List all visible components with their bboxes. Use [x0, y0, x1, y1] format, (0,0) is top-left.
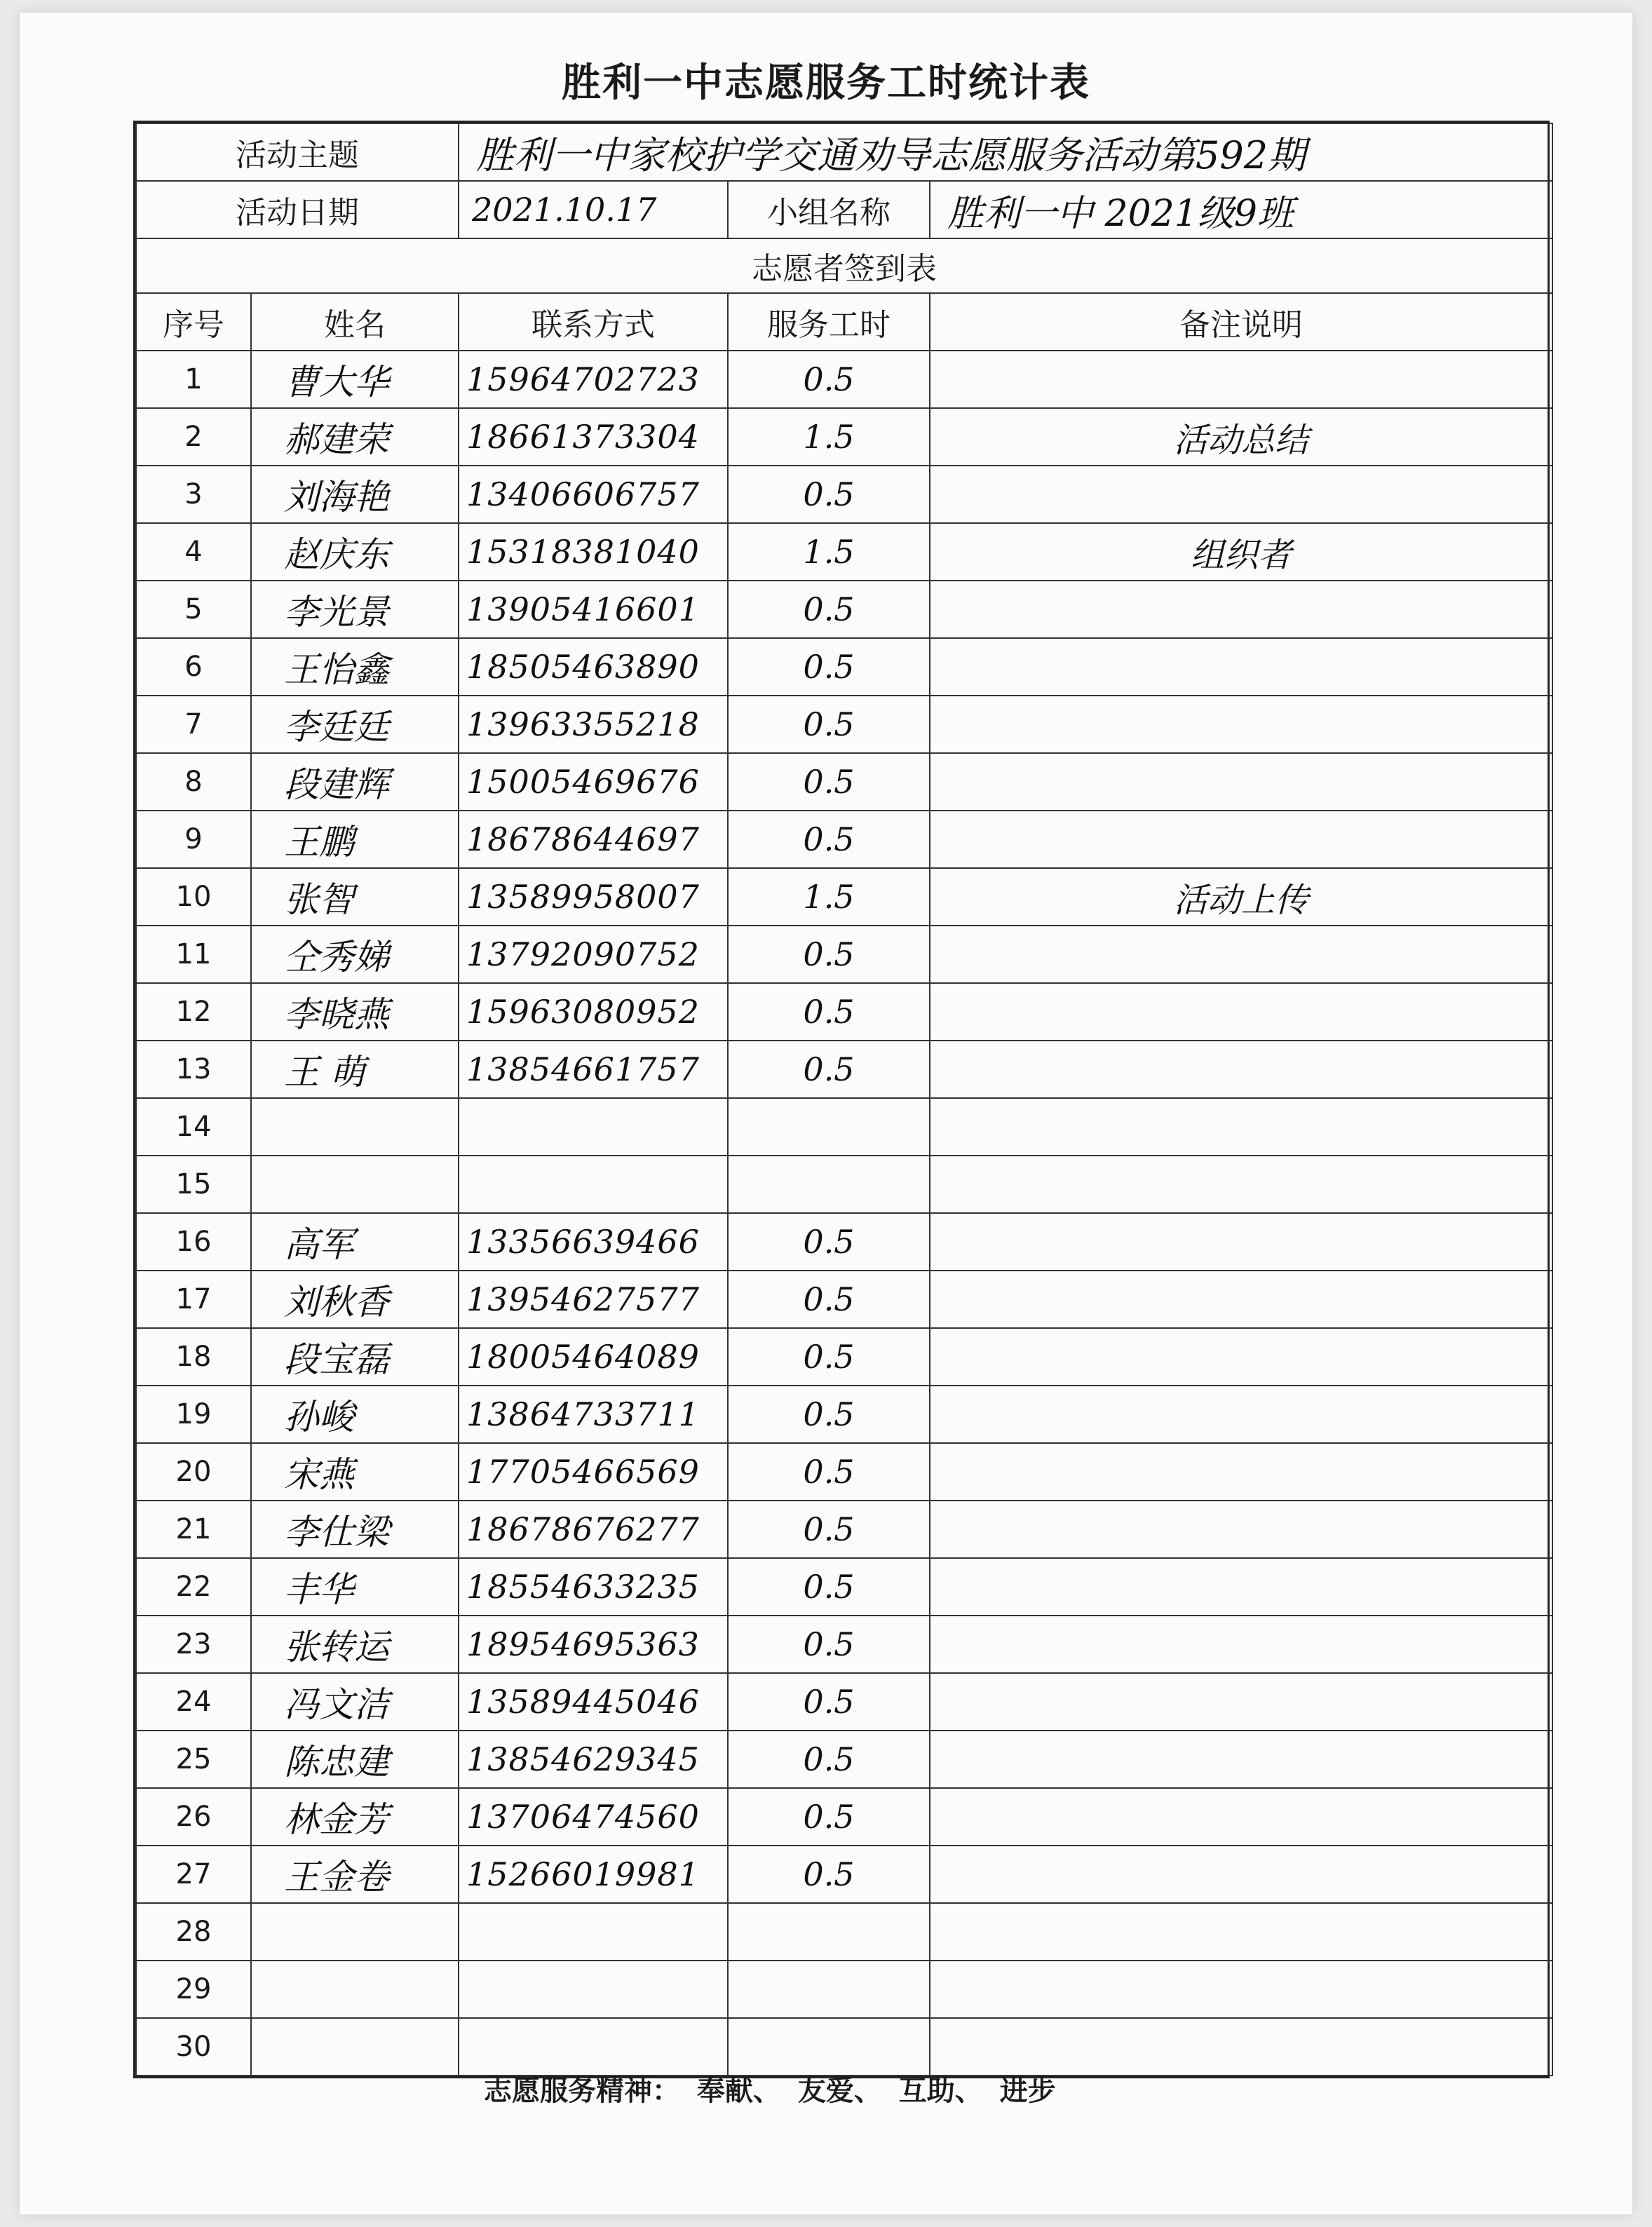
contact-phone: 18005464089 [459, 1328, 728, 1386]
volunteer-name: 冯文洁 [251, 1673, 459, 1731]
volunteer-name: 宋燕 [251, 1443, 459, 1501]
volunteer-name: 王怡鑫 [251, 638, 459, 696]
service-hours: 0.5 [728, 1386, 930, 1443]
table-row [136, 1788, 1552, 1846]
volunteer-name: 孙峻 [251, 1386, 459, 1443]
row-number: 8 [136, 753, 251, 811]
row-number: 22 [136, 1558, 251, 1616]
column-header-seq: 序号 [136, 293, 251, 351]
contact-phone: 13792090752 [459, 926, 728, 983]
topic-value: 胜利一中家校护学交通劝导志愿服务活动第592期 [459, 123, 1552, 181]
volunteer-name [251, 1961, 459, 2018]
row-number: 7 [136, 696, 251, 753]
column-header-name: 姓名 [251, 293, 459, 351]
service-hours: 0.5 [728, 1443, 930, 1501]
contact-phone: 13854629345 [459, 1731, 728, 1788]
contact-phone: 13589958007 [459, 868, 728, 926]
table-row [136, 868, 1552, 926]
service-hours: 0.5 [728, 983, 930, 1041]
service-hours: 0.5 [728, 1328, 930, 1386]
table-row [136, 581, 1552, 638]
contact-phone: 17705466569 [459, 1443, 728, 1501]
row-number: 19 [136, 1386, 251, 1443]
remark [930, 1673, 1552, 1731]
remark [930, 1213, 1552, 1271]
remark: 活动上传 [930, 868, 1552, 926]
service-hours [728, 1903, 930, 1961]
volunteer-name: 陈忠建 [251, 1731, 459, 1788]
table-row [136, 1041, 1552, 1098]
service-hours: 0.5 [728, 1213, 930, 1271]
contact-phone: 13963355218 [459, 696, 728, 753]
volunteer-name: 段建辉 [251, 753, 459, 811]
volunteer-name: 林金芳 [251, 1788, 459, 1846]
remark [930, 351, 1552, 408]
topic-label: 活动主题 [136, 123, 459, 181]
volunteer-name: 高军 [251, 1213, 459, 1271]
contact-phone: 13954627577 [459, 1271, 728, 1328]
service-hours [728, 1098, 930, 1156]
contact-phone: 18678644697 [459, 811, 728, 868]
contact-phone: 18661373304 [459, 408, 728, 466]
contact-phone: 18954695363 [459, 1616, 728, 1673]
contact-phone: 13356639466 [459, 1213, 728, 1271]
volunteer-name [251, 1903, 459, 1961]
row-number: 6 [136, 638, 251, 696]
remark [930, 1271, 1552, 1328]
remark [930, 1616, 1552, 1673]
row-number: 27 [136, 1846, 251, 1903]
remark [930, 753, 1552, 811]
remark [930, 638, 1552, 696]
row-number: 5 [136, 581, 251, 638]
contact-phone: 13406606757 [459, 466, 728, 523]
service-hours: 0.5 [728, 1271, 930, 1328]
table-row [136, 1558, 1552, 1616]
volunteer-name: 郝建荣 [251, 408, 459, 466]
service-hours: 0.5 [728, 1673, 930, 1731]
remark [930, 926, 1552, 983]
table-row [136, 523, 1552, 581]
table-row [136, 638, 1552, 696]
remark: 活动总结 [930, 408, 1552, 466]
service-hours: 1.5 [728, 523, 930, 581]
row-number: 28 [136, 1903, 251, 1961]
remark [930, 1443, 1552, 1501]
remark [930, 1501, 1552, 1558]
row-number: 2 [136, 408, 251, 466]
remark [930, 2018, 1552, 2076]
table-row [136, 1731, 1552, 1788]
contact-phone: 13706474560 [459, 1788, 728, 1846]
table-row [136, 1271, 1552, 1328]
table-row [136, 1961, 1552, 2018]
volunteer-name [251, 1098, 459, 1156]
service-hours: 0.5 [728, 753, 930, 811]
volunteer-name: 刘海艳 [251, 466, 459, 523]
table-row [136, 466, 1552, 523]
date-group-row [136, 181, 1552, 238]
service-hours: 0.5 [728, 1501, 930, 1558]
contact-phone: 15318381040 [459, 523, 728, 581]
volunteer-name: 仝秀娣 [251, 926, 459, 983]
remark [930, 811, 1552, 868]
section-title: 志愿者签到表 [136, 238, 1552, 293]
volunteer-name: 李晓燕 [251, 983, 459, 1041]
service-hours: 0.5 [728, 351, 930, 408]
contact-phone [459, 1098, 728, 1156]
table-row [136, 1501, 1552, 1558]
volunteer-hours-form [133, 121, 1550, 2078]
volunteer-name: 李仕梁 [251, 1501, 459, 1558]
contact-phone: 13854661757 [459, 1041, 728, 1098]
row-number: 4 [136, 523, 251, 581]
column-header-contact: 联系方式 [459, 293, 728, 351]
volunteer-name: 赵庆东 [251, 523, 459, 581]
service-hours [728, 2018, 930, 2076]
date-value: 2021.10.17 [459, 181, 728, 238]
volunteer-name: 李光景 [251, 581, 459, 638]
table-row [136, 1098, 1552, 1156]
section-title-row [136, 238, 1552, 293]
remark [930, 983, 1552, 1041]
row-number: 18 [136, 1328, 251, 1386]
date-label: 活动日期 [136, 181, 459, 238]
row-number: 1 [136, 351, 251, 408]
remark [930, 1903, 1552, 1961]
table-row [136, 1903, 1552, 1961]
volunteer-name: 丰华 [251, 1558, 459, 1616]
row-number: 14 [136, 1098, 251, 1156]
service-hours: 1.5 [728, 868, 930, 926]
volunteer-name: 王金卷 [251, 1846, 459, 1903]
column-header-hours: 服务工时 [728, 293, 930, 351]
row-number: 3 [136, 466, 251, 523]
row-number: 15 [136, 1156, 251, 1213]
table-row [136, 1213, 1552, 1271]
remark [930, 1731, 1552, 1788]
footer-motto: 志愿服务精神： 奉献、 友爱、 互助、 进步 [484, 2075, 1056, 2107]
row-number: 12 [136, 983, 251, 1041]
remark [930, 1098, 1552, 1156]
remark [930, 1041, 1552, 1098]
contact-phone [459, 1156, 728, 1213]
service-hours: 0.5 [728, 696, 930, 753]
contact-phone: 13589445046 [459, 1673, 728, 1731]
row-number: 17 [136, 1271, 251, 1328]
service-hours: 0.5 [728, 811, 930, 868]
table-row [136, 1673, 1552, 1731]
volunteer-name: 曹大华 [251, 351, 459, 408]
table-row [136, 1328, 1552, 1386]
contact-phone: 18554633235 [459, 1558, 728, 1616]
row-number: 26 [136, 1788, 251, 1846]
remark: 组织者 [930, 523, 1552, 581]
service-hours: 0.5 [728, 466, 930, 523]
service-hours: 0.5 [728, 1558, 930, 1616]
remark [930, 1961, 1552, 2018]
service-hours: 0.5 [728, 581, 930, 638]
table-row [136, 696, 1552, 753]
volunteer-name [251, 1156, 459, 1213]
row-number: 11 [136, 926, 251, 983]
volunteer-name: 张转运 [251, 1616, 459, 1673]
table-row [136, 408, 1552, 466]
table-row [136, 926, 1552, 983]
contact-phone: 15964702723 [459, 351, 728, 408]
remark [930, 1788, 1552, 1846]
contact-phone: 15963080952 [459, 983, 728, 1041]
volunteer-name: 李廷廷 [251, 696, 459, 753]
table-row [136, 2018, 1552, 2076]
service-hours: 0.5 [728, 638, 930, 696]
volunteer-name [251, 2018, 459, 2076]
group-value: 胜利一中 2021级9班 [930, 181, 1552, 238]
table-row [136, 1386, 1552, 1443]
row-number: 25 [136, 1731, 251, 1788]
document-title: 胜利一中志愿服务工时统计表 [562, 60, 1090, 106]
row-number: 21 [136, 1501, 251, 1558]
remark [930, 581, 1552, 638]
contact-phone [459, 1961, 728, 2018]
group-label: 小组名称 [728, 181, 930, 238]
row-number: 10 [136, 868, 251, 926]
service-hours: 0.5 [728, 1731, 930, 1788]
remark [930, 1846, 1552, 1903]
row-number: 9 [136, 811, 251, 868]
volunteer-name: 刘秋香 [251, 1271, 459, 1328]
row-number: 30 [136, 2018, 251, 2076]
column-header-row [136, 293, 1552, 351]
table-row [136, 753, 1552, 811]
row-number: 23 [136, 1616, 251, 1673]
service-hours [728, 1156, 930, 1213]
service-hours: 0.5 [728, 1788, 930, 1846]
remark [930, 696, 1552, 753]
contact-phone: 18505463890 [459, 638, 728, 696]
contact-phone: 15005469676 [459, 753, 728, 811]
contact-phone: 18678676277 [459, 1501, 728, 1558]
volunteer-name: 张智 [251, 868, 459, 926]
remark [930, 1386, 1552, 1443]
contact-phone: 15266019981 [459, 1846, 728, 1903]
column-header-notes: 备注说明 [930, 293, 1552, 351]
table-row [136, 1616, 1552, 1673]
service-hours: 0.5 [728, 1041, 930, 1098]
remark [930, 1328, 1552, 1386]
service-hours: 0.5 [728, 926, 930, 983]
row-number: 20 [136, 1443, 251, 1501]
service-hours [728, 1961, 930, 2018]
table-row [136, 1846, 1552, 1903]
contact-phone [459, 1903, 728, 1961]
row-number: 24 [136, 1673, 251, 1731]
volunteer-name: 王鹏 [251, 811, 459, 868]
table-row [136, 983, 1552, 1041]
remark [930, 1558, 1552, 1616]
service-hours: 0.5 [728, 1846, 930, 1903]
form-table [135, 123, 1553, 2076]
remark [930, 1156, 1552, 1213]
volunteer-name: 段宝磊 [251, 1328, 459, 1386]
remark [930, 466, 1552, 523]
table-row [136, 1156, 1552, 1213]
row-number: 29 [136, 1961, 251, 2018]
row-number: 16 [136, 1213, 251, 1271]
row-number: 13 [136, 1041, 251, 1098]
topic-row [136, 123, 1552, 181]
table-row [136, 811, 1552, 868]
contact-phone [459, 2018, 728, 2076]
table-row [136, 351, 1552, 408]
volunteer-name: 王 萌 [251, 1041, 459, 1098]
table-row [136, 1443, 1552, 1501]
service-hours: 0.5 [728, 1616, 930, 1673]
service-hours: 1.5 [728, 408, 930, 466]
contact-phone: 13905416601 [459, 581, 728, 638]
contact-phone: 13864733711 [459, 1386, 728, 1443]
